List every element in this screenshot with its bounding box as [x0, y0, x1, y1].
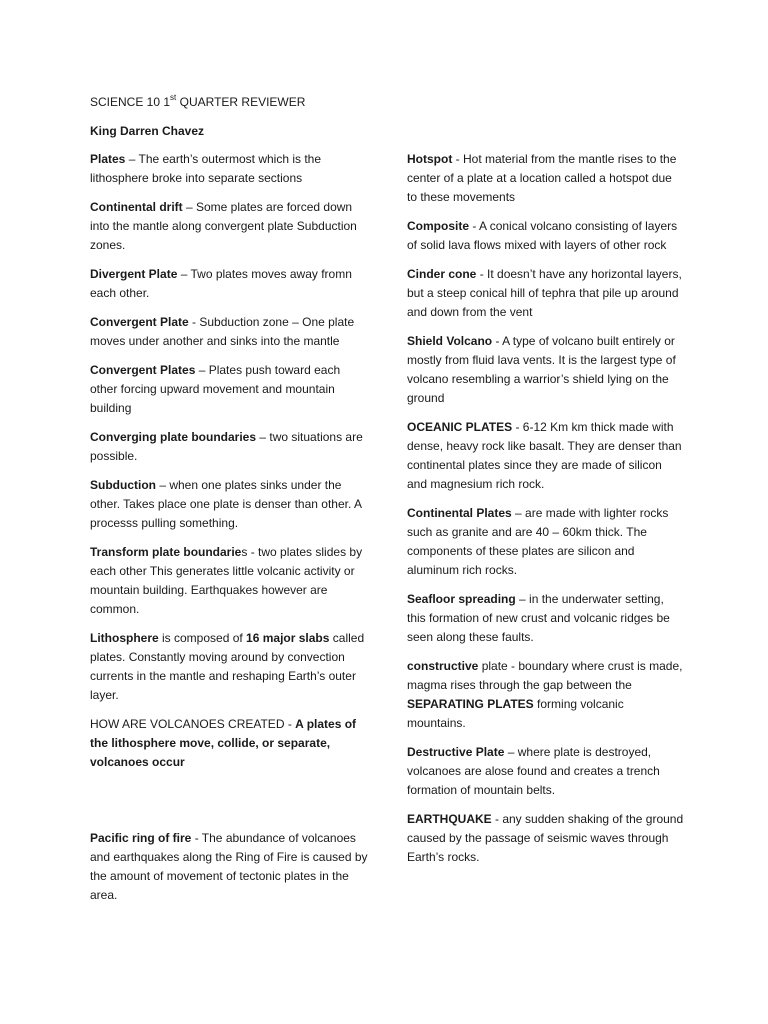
- author-name: King Darren Chavez: [90, 124, 205, 138]
- entry-paragraph: [407, 743, 685, 800]
- term-label: SEPARATING PLATES: [407, 697, 534, 711]
- entry-paragraph: [90, 715, 370, 772]
- entry-lithosphere: [90, 629, 370, 705]
- term-label: Continental Plates: [407, 506, 512, 520]
- definition-text: – two situations are possible.: [90, 430, 363, 463]
- definition-text: - Hot material from the mantle rises to the center of a plate at a location called a hotspot due to these movements: [407, 152, 677, 204]
- entry-composite: [407, 217, 685, 255]
- right-column: [407, 150, 685, 877]
- entry-ring-of-fire: [90, 829, 370, 905]
- term-label: Composite: [407, 219, 470, 233]
- definition-text: – Some plates are forced down into the mantle along convergent plate Subduction zones.: [90, 200, 357, 252]
- definition-text: - The abundance of volcanoes and earthquakes along the Ring of Fire is caused by the amount of movement of tectonic plates in the area.: [90, 831, 368, 902]
- definition-text: plate - boundary where crust is made, magma rises through the gap between the: [407, 659, 683, 692]
- entry-subduction: [90, 476, 370, 533]
- term-label: OCEANIC PLATES: [407, 420, 513, 434]
- entry-paragraph: [407, 810, 685, 867]
- definition-text: - Subduction zone – One plate moves under another and sinks into the mantle: [90, 315, 355, 348]
- entry-paragraph: [90, 428, 370, 466]
- entry-continental-drift: [90, 198, 370, 255]
- definition-text: - two plates slides by each other This generates little volcanic activity or mountain building. Earthquakes however are common.: [90, 545, 363, 616]
- entry-paragraph: [90, 543, 370, 619]
- definition-text: – Plates push toward each other forcing upward movement and mountain building: [90, 363, 341, 415]
- entry-paragraph: [90, 829, 370, 905]
- entry-paragraph: [407, 332, 685, 408]
- entry-paragraph: [90, 265, 370, 303]
- entry-destructive-plate: [407, 743, 685, 800]
- entry-volcanoes-created: [90, 715, 370, 772]
- entry-paragraph: [90, 150, 370, 188]
- entry-divergent-plate: [90, 265, 370, 303]
- term-label: Seafloor spreading: [407, 592, 516, 606]
- term-label: Convergent Plates: [90, 363, 196, 377]
- entry-convergent-plates: [90, 361, 370, 418]
- definition-text: - A conical volcano consisting of layers of solid lava flows mixed with layers of other rock: [407, 219, 678, 252]
- entry-earthquake: [407, 810, 685, 867]
- entry-paragraph: [90, 313, 370, 351]
- definition-text: – The earth’s outermost which is the lithosphere broke into separate sections: [90, 152, 322, 185]
- entry-paragraph: [90, 476, 370, 533]
- term-label: Transform plate boundarie: [90, 545, 242, 559]
- definition-text: HOW ARE VOLCANOES CREATED -: [90, 717, 296, 731]
- entry-constructive-plate: [407, 657, 685, 733]
- entry-convergent-plate: [90, 313, 370, 351]
- entry-hotspot: [407, 150, 685, 207]
- term-label: Converging plate boundaries: [90, 430, 257, 444]
- term-label: Shield Volcano: [407, 334, 493, 348]
- definition-text: – Two plates moves away fromn each other.: [90, 267, 352, 300]
- term-label: Continental drift: [90, 200, 183, 214]
- term-label: EARTHQUAKE: [407, 812, 492, 826]
- left-column: [90, 150, 370, 915]
- term-label: Hotspot: [407, 152, 453, 166]
- entry-paragraph: [407, 590, 685, 647]
- entry-oceanic-plates: [407, 418, 685, 494]
- entry-seafloor-spreading: [407, 590, 685, 647]
- definition-text: - any sudden shaking of the ground caused by the passage of seismic waves through Earth’s rocks.: [407, 812, 684, 864]
- definition-text: - A type of volcano built entirely or mostly from fluid lava vents. It is the largest type of volcano resembling a warrior’s shield lying on the ground: [407, 334, 676, 405]
- entry-paragraph: [407, 217, 685, 255]
- entry-paragraph: [407, 418, 685, 494]
- term-label: Pacific ring of fire: [90, 831, 192, 845]
- definition-text: forming volcanic mountains.: [407, 697, 624, 730]
- definition-text: – when one plates sinks under the other. Takes place one plate is denser than other. A processs pulling something.: [90, 478, 362, 530]
- document-header: [90, 93, 410, 151]
- term-label: Plates: [90, 152, 126, 166]
- entry-paragraph: [407, 265, 685, 322]
- entry-transform-boundaries: [90, 543, 370, 619]
- document-title: SCIENCE 10 1st QUARTER REVIEWER: [90, 93, 306, 109]
- entry-shield-volcano: [407, 332, 685, 408]
- entry-converging-boundaries: [90, 428, 370, 466]
- entry-paragraph: [407, 504, 685, 580]
- term-label: constructive: [407, 659, 479, 673]
- entry-paragraph: [407, 150, 685, 207]
- entry-cinder-cone: [407, 265, 685, 322]
- definition-text: – are made with lighter rocks such as granite and are 40 – 60km thick. The components of these plates are silicon and aluminum rich rocks.: [407, 506, 669, 577]
- definition-text: – in the underwater setting, this formation of new crust and volcanic ridges be seen along these faults.: [407, 592, 670, 644]
- definition-text: called plates. Constantly moving around by convection currents in the mantle and reshaping Earth’s outer layer.: [90, 631, 365, 702]
- term-label: Destructive Plate: [407, 745, 505, 759]
- definition-text: - It doesn’t have any horizontal layers, but a steep conical hill of tephra that pile up around and down from the vent: [407, 267, 682, 319]
- term-label: Divergent Plate: [90, 267, 178, 281]
- definition-text: – where plate is destroyed, volcanoes are alose found and creates a trench formation of mountain belts.: [407, 745, 660, 797]
- term-label: Cinder cone: [407, 267, 477, 281]
- entry-paragraph: [90, 361, 370, 418]
- term-label: 16 major slabs: [246, 631, 330, 645]
- definition-text: s: [241, 545, 248, 559]
- entry-paragraph: [90, 629, 370, 705]
- entry-paragraph: [407, 657, 685, 733]
- term-label: Subduction: [90, 478, 156, 492]
- blank-space: [90, 782, 370, 829]
- definition-text: is composed of: [158, 631, 247, 645]
- term-label: A plates of the lithosphere move, collide, or separate, volcanoes occur: [90, 717, 357, 769]
- entry-plates: [90, 150, 370, 188]
- entry-continental-plates: [407, 504, 685, 580]
- definition-text: - 6-12 Km km thick made with dense, heavy rock like basalt. They are denser than continental plates since they are made of silicon and magnesium rich rock.: [407, 420, 682, 491]
- term-label: Lithosphere: [90, 631, 159, 645]
- term-label: Convergent Plate: [90, 315, 189, 329]
- entry-paragraph: [90, 198, 370, 255]
